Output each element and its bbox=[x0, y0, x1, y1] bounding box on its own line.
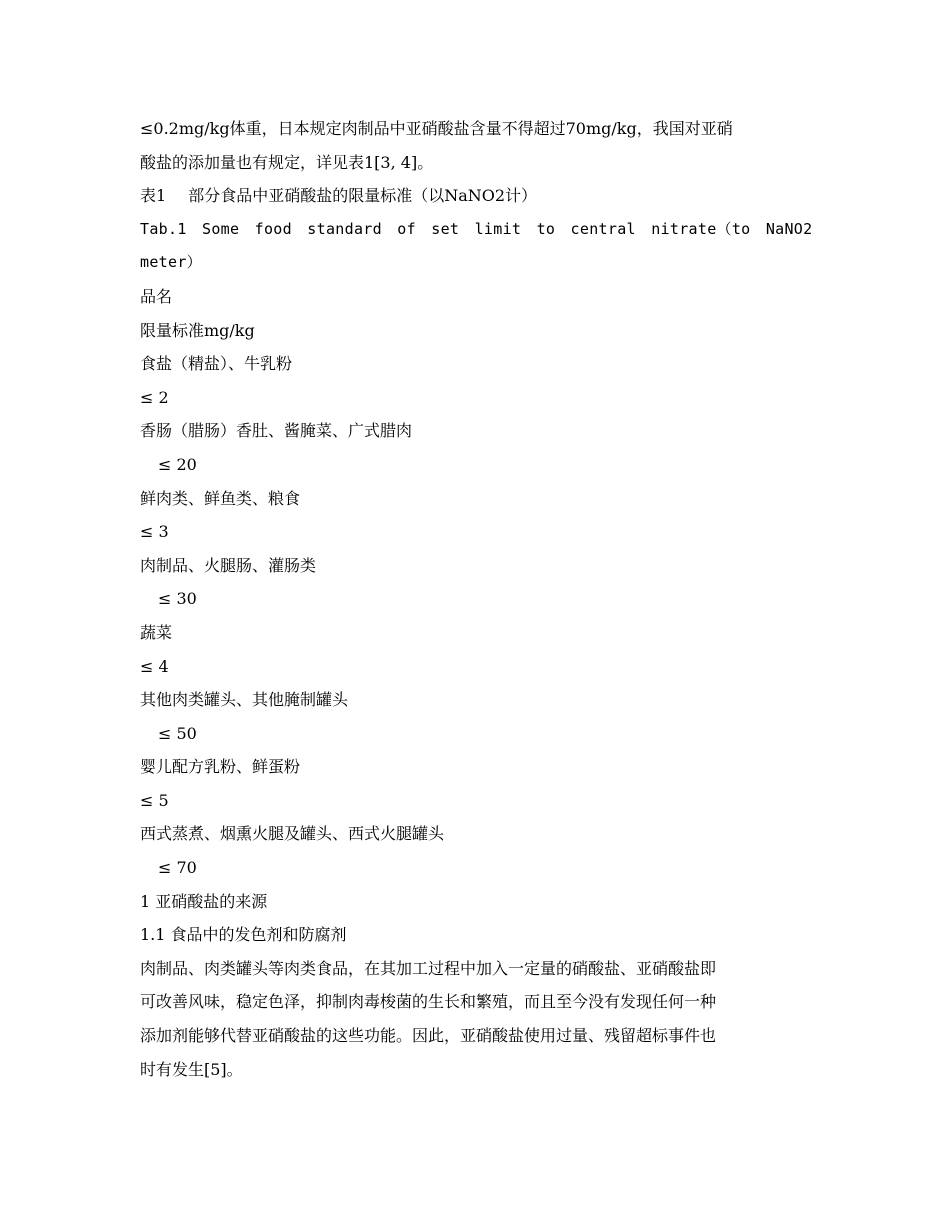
table-row-name: 蔬菜 bbox=[140, 622, 173, 642]
section-body-line-4: 时有发生[5]。 bbox=[140, 1059, 243, 1079]
table-row-name: 肉制品、火腿肠、灌肠类 bbox=[140, 555, 317, 575]
table-row-limit: ≤ 3 bbox=[140, 522, 169, 542]
table-row-name: 香肠（腊肠）香肚、酱腌菜、广式腊肉 bbox=[140, 421, 413, 441]
table-row-limit: ≤ 2 bbox=[140, 387, 169, 407]
section-heading: 1 亚硝酸盐的来源 bbox=[140, 891, 268, 911]
section-body-line-3: 添加剂能够代替亚硝酸盐的这些功能。因此，亚硝酸盐使用过量、残留超标事件也 bbox=[140, 1026, 717, 1046]
section-body-line-2: 可改善风味，稳定色泽，抑制肉毒梭菌的生长和繁殖，而且至今没有发现任何一种 bbox=[140, 992, 717, 1012]
table-row-limit: ≤ 4 bbox=[140, 656, 169, 676]
table-caption-title: 部分食品中亚硝酸盐的限量标准（以NaNO2计） bbox=[188, 186, 538, 206]
section-body-line-1: 肉制品、肉类罐头等肉类食品，在其加工过程中加入一定量的硝酸盐、亚硝酸盐即 bbox=[140, 958, 717, 978]
intro-line-1: ≤0.2mg/kg体重，日本规定肉制品中亚硝酸盐含量不得超过70mg/kg，我国对亚硝 bbox=[140, 119, 733, 138]
table-row-limit: ≤ 70 bbox=[158, 858, 197, 878]
table-caption-cn bbox=[140, 179, 812, 213]
table-caption-en-line-1: Tab.1 Some food standard of set limit to central nitrate（to NaNO2 bbox=[140, 219, 812, 238]
table-row-limit: ≤ 5 bbox=[140, 790, 169, 810]
table-row-name: 婴儿配方乳粉、鲜蛋粉 bbox=[140, 757, 301, 777]
section-subheading: 1.1 食品中的发色剂和防腐剂 bbox=[140, 925, 347, 945]
table-row-limit: ≤ 50 bbox=[158, 723, 197, 743]
table-header-name: 品名 bbox=[140, 286, 173, 306]
intro-line-2: 酸盐的添加量也有规定，详见表1[3, 4]。 bbox=[140, 152, 434, 172]
table-row-name: 食盐（精盐）、牛乳粉 bbox=[140, 354, 293, 374]
table-row-limit: ≤ 30 bbox=[158, 589, 197, 609]
table-header-limit: 限量标准mg/kg bbox=[140, 320, 255, 340]
table-row-limit: ≤ 20 bbox=[158, 454, 197, 474]
document-page bbox=[140, 112, 812, 1086]
table-row-name: 鲜肉类、鲜鱼类、粮食 bbox=[140, 488, 301, 508]
table-row-name: 西式蒸煮、烟熏火腿及罐头、西式火腿罐头 bbox=[140, 824, 445, 844]
table-row-name: 其他肉类罐头、其他腌制罐头 bbox=[140, 690, 349, 710]
table-caption-en-line-2: meter） bbox=[140, 253, 202, 272]
table-caption-label: 表1 bbox=[140, 186, 167, 206]
